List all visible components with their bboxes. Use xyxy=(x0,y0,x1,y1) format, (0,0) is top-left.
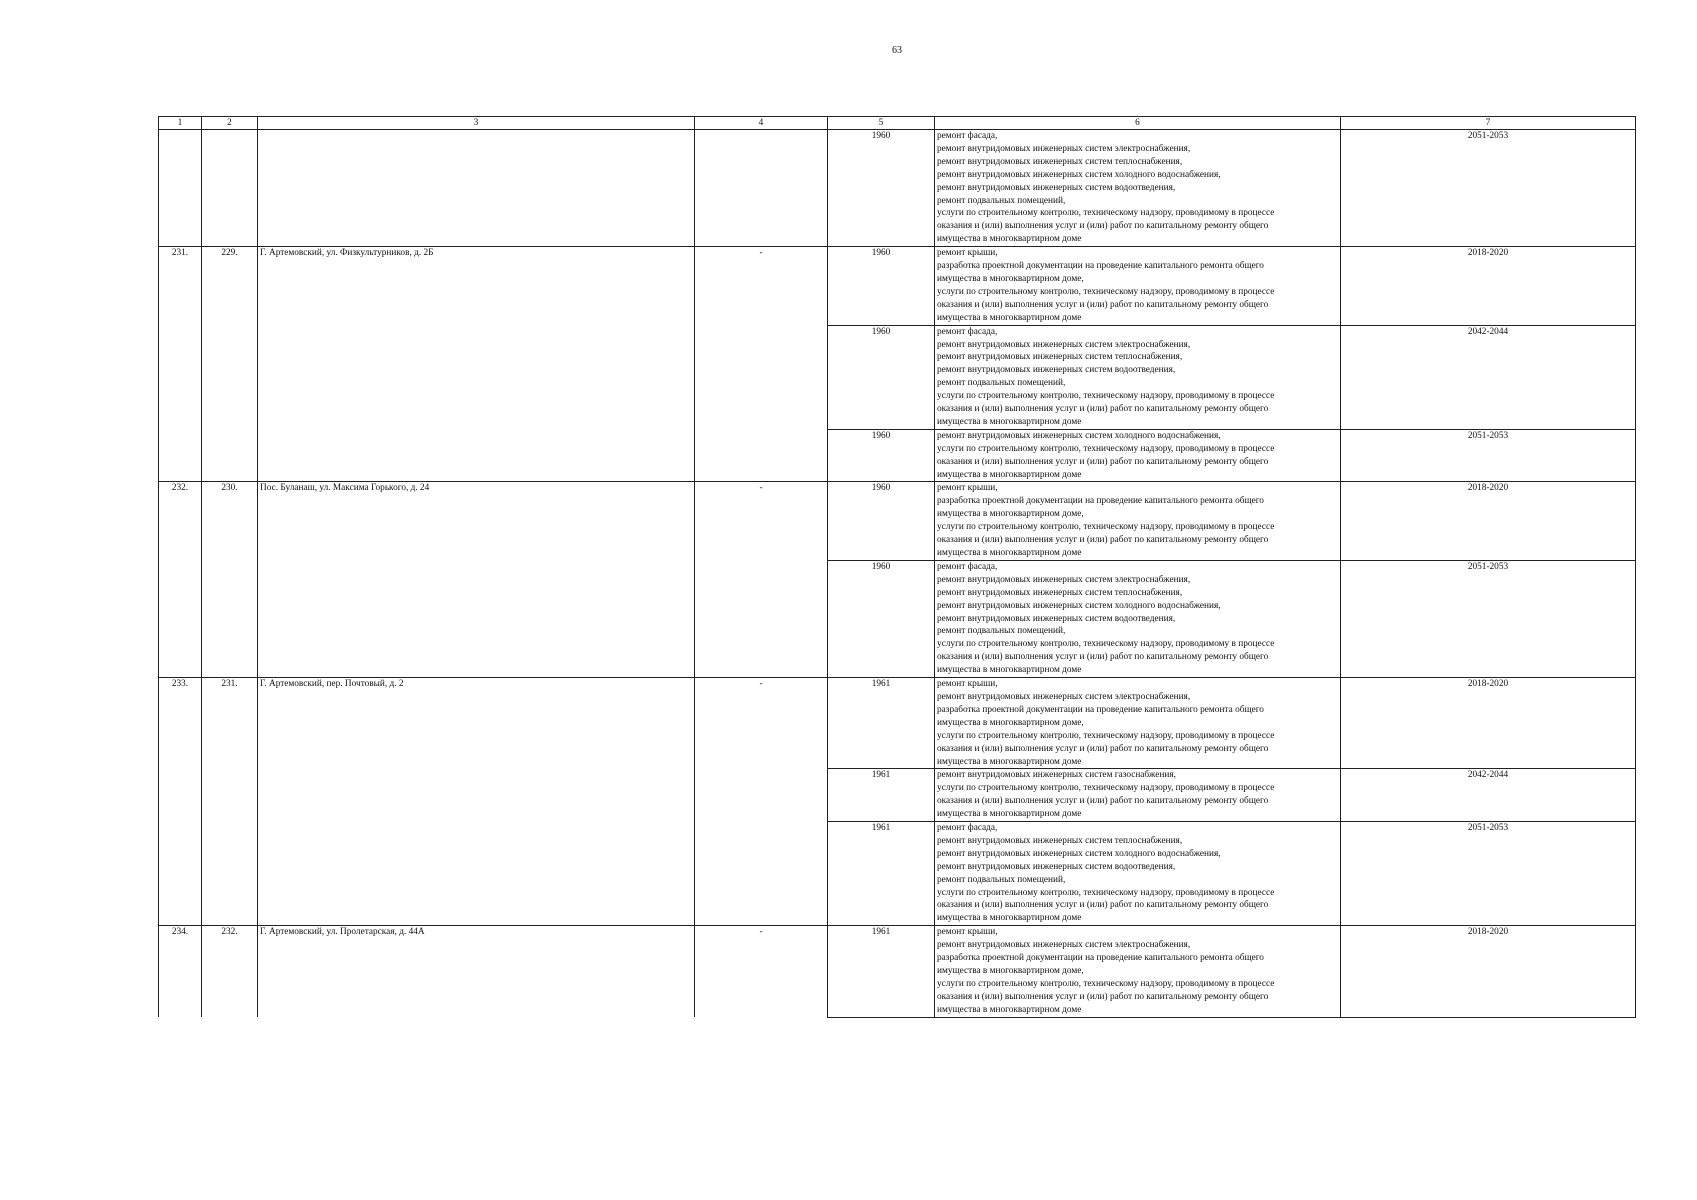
works-cell: ремонт фасада, ремонт внутридомовых инженерных систем теплоснабжения, ремонт внутридомовых инженерных систем холодного водоснабжения, ремонт внутридомовых инженерных систем водоотведения, ремонт подвальных помещений, услуги по строительному контролю, техническому надзору, проводимому в процессе оказания и (или) выполнения услуг и (или) работ по капитальному ремонту общего имущества в многоквартирном доме xyxy=(935,822,1341,926)
column-header: 4 xyxy=(695,117,828,130)
year-cell: 1961 xyxy=(828,822,935,926)
year-cell: 1960 xyxy=(828,247,935,325)
works-cell: ремонт крыши, разработка проектной документации на проведение капитального ремонта общего имущества в многоквартирном доме, услуги по строительному контролю, техническому надзору, проводимому в процессе оказания и (или) выполнения услуг и (или) работ по капитальному ремонту общего имущества в многоквартирном доме xyxy=(935,247,1341,325)
year-cell: 1961 xyxy=(828,769,935,822)
works-cell: ремонт фасада, ремонт внутридомовых инженерных систем электроснабжения, ремонт внутридомовых инженерных систем теплоснабжения, ремонт внутридомовых инженерных систем водоотведения, ремонт подвальных помещений, услуги по строительному контролю, техническому надзору, проводимому в процессе оказания и (или) выполнения услуг и (или) работ по капитальному ремонту общего имущества в многоквартирном доме xyxy=(935,325,1341,429)
address-cell: Г. Артемовский, пер. Почтовый, д. 2 xyxy=(258,678,695,926)
row-number-cell xyxy=(159,130,202,247)
year-cell: 1960 xyxy=(828,482,935,560)
house-number-cell xyxy=(202,130,258,247)
year-cell: 1960 xyxy=(828,429,935,482)
table-row xyxy=(159,247,1636,325)
row-number-cell: 234. xyxy=(159,926,202,1017)
period-cell: 2051-2053 xyxy=(1341,130,1636,247)
period-cell: 2018-2020 xyxy=(1341,678,1636,769)
period-cell: 2042-2044 xyxy=(1341,769,1636,822)
year-cell: 1961 xyxy=(828,678,935,769)
column-header: 1 xyxy=(159,117,202,130)
year-cell: 1960 xyxy=(828,130,935,247)
table-row xyxy=(159,678,1636,769)
address-cell xyxy=(258,130,695,247)
column-header: 2 xyxy=(202,117,258,130)
continued-row xyxy=(159,130,1636,247)
period-cell: 2042-2044 xyxy=(1341,325,1636,429)
column-number-row xyxy=(159,117,1636,130)
table-row xyxy=(159,926,1636,1017)
col4-cell xyxy=(695,130,828,247)
col4-cell: - xyxy=(695,247,828,482)
house-number-cell: 232. xyxy=(202,926,258,1017)
year-cell: 1961 xyxy=(828,926,935,1017)
works-cell: ремонт крыши, ремонт внутридомовых инженерных систем электроснабжения, разработка проектной документации на проведение капитального ремонта общего имущества в многоквартирном доме, услуги по строительному контролю, техническому надзору, проводимому в процессе оказания и (или) выполнения услуг и (или) работ по капитальному ремонту общего имущества в многоквартирном доме xyxy=(935,678,1341,769)
period-cell: 2051-2053 xyxy=(1341,560,1636,677)
column-header: 5 xyxy=(828,117,935,130)
row-number-cell: 233. xyxy=(159,678,202,926)
period-cell: 2018-2020 xyxy=(1341,482,1636,560)
year-cell: 1960 xyxy=(828,325,935,429)
repair-schedule-table xyxy=(158,116,1636,1018)
period-cell: 2051-2053 xyxy=(1341,429,1636,482)
row-number-cell: 232. xyxy=(159,482,202,678)
works-cell: ремонт внутридомовых инженерных систем холодного водоснабжения, услуги по строительному контролю, техническому надзору, проводимому в процессе оказания и (или) выполнения услуг и (или) работ по капитальному ремонту общего имущества в многоквартирном доме xyxy=(935,429,1341,482)
works-cell: ремонт фасада, ремонт внутридомовых инженерных систем электроснабжения, ремонт внутридомовых инженерных систем теплоснабжения, ремонт внутридомовых инженерных систем холодного водоснабжения, ремонт внутридомовых инженерных систем водоотведения, ремонт подвальных помещений, услуги по строительному контролю, техническому надзору, проводимому в процессе оказания и (или) выполнения услуг и (или) работ по капитальному ремонту общего имущества в многоквартирном доме xyxy=(935,560,1341,677)
column-header: 7 xyxy=(1341,117,1636,130)
column-header: 3 xyxy=(258,117,695,130)
year-cell: 1960 xyxy=(828,560,935,677)
page-number: 63 xyxy=(892,45,902,56)
col4-cell: - xyxy=(695,926,828,1017)
works-cell: ремонт внутридомовых инженерных систем газоснабжения, услуги по строительному контролю, техническому надзору, проводимому в процессе оказания и (или) выполнения услуг и (или) работ по капитальному ремонту общего имущества в многоквартирном доме xyxy=(935,769,1341,822)
address-cell: Г. Артемовский, ул. Пролетарская, д. 44А xyxy=(258,926,695,1017)
works-cell: ремонт крыши, разработка проектной документации на проведение капитального ремонта общего имущества в многоквартирном доме, услуги по строительному контролю, техническому надзору, проводимому в процессе оказания и (или) выполнения услуг и (или) работ по капитальному ремонту общего имущества в многоквартирном доме xyxy=(935,482,1341,560)
works-cell: ремонт крыши, ремонт внутридомовых инженерных систем электроснабжения, разработка проектной документации на проведение капитального ремонта общего имущества в многоквартирном доме, услуги по строительному контролю, техническому надзору, проводимому в процессе оказания и (или) выполнения услуг и (или) работ по капитальному ремонту общего имущества в многоквартирном доме xyxy=(935,926,1341,1017)
period-cell: 2051-2053 xyxy=(1341,822,1636,926)
period-cell: 2018-2020 xyxy=(1341,247,1636,325)
house-number-cell: 229. xyxy=(202,247,258,482)
house-number-cell: 231. xyxy=(202,678,258,926)
works-cell: ремонт фасада, ремонт внутридомовых инженерных систем электроснабжения, ремонт внутридомовых инженерных систем теплоснабжения, ремонт внутридомовых инженерных систем холодного водоснабжения, ремонт внутридомовых инженерных систем водоотведения, ремонт подвальных помещений, услуги по строительному контролю, техническому надзору, проводимому в процессе оказания и (или) выполнения услуг и (или) работ по капитальному ремонту общего имущества в многоквартирном доме xyxy=(935,130,1341,247)
table-row xyxy=(159,482,1636,560)
col4-cell: - xyxy=(695,482,828,678)
house-number-cell: 230. xyxy=(202,482,258,678)
address-cell: Г. Артемовский, ул. Физкультурников, д. 2Б xyxy=(258,247,695,482)
column-header: 6 xyxy=(935,117,1341,130)
col4-cell: - xyxy=(695,678,828,926)
row-number-cell: 231. xyxy=(159,247,202,482)
address-cell: Пос. Буланаш, ул. Максима Горького, д. 24 xyxy=(258,482,695,678)
period-cell: 2018-2020 xyxy=(1341,926,1636,1017)
